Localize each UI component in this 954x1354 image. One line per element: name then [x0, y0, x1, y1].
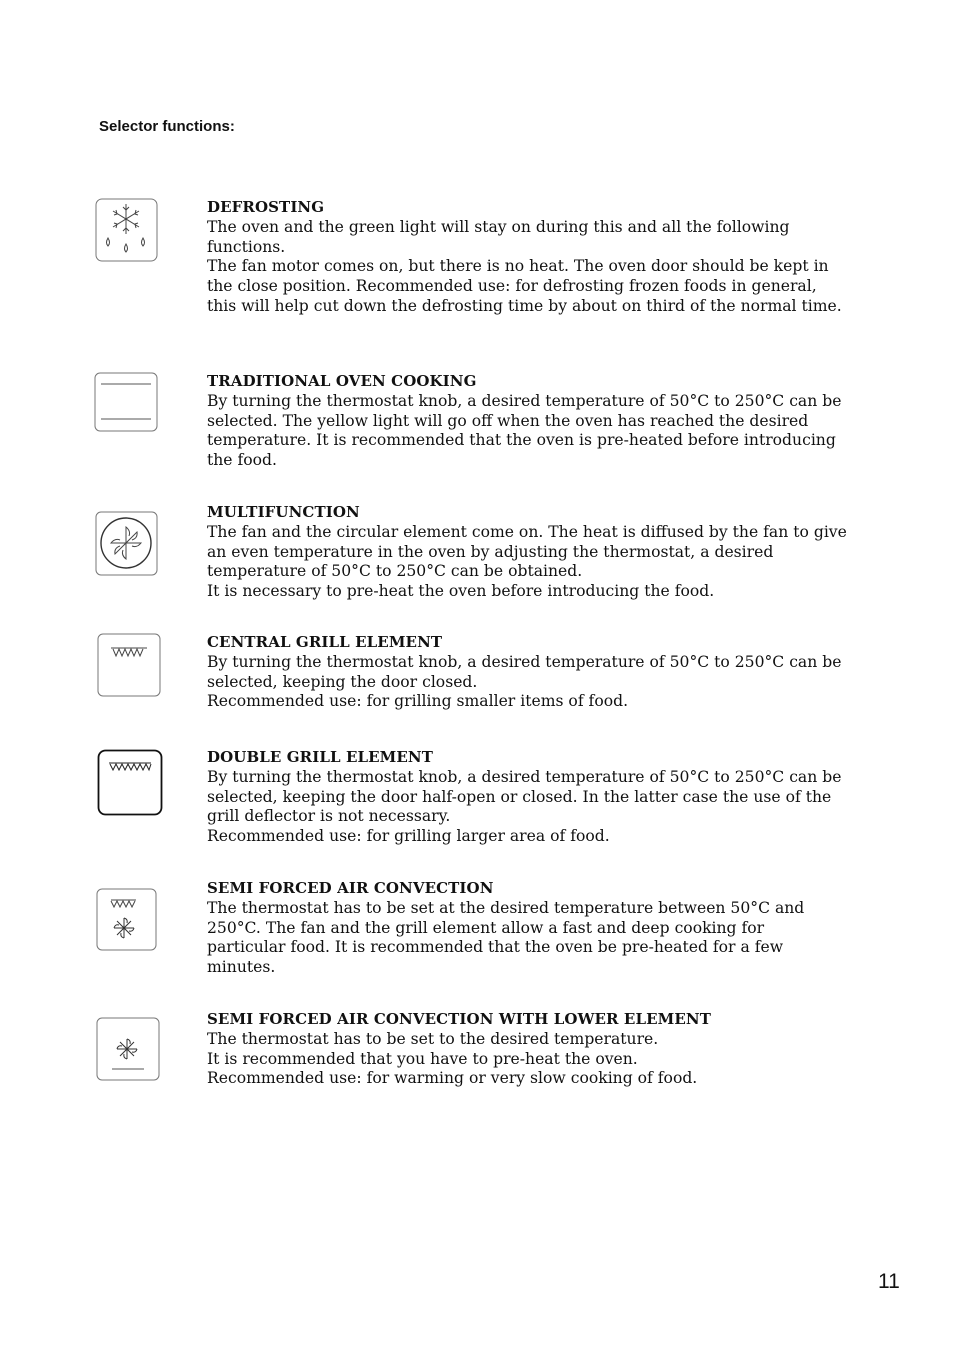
- section-title: MULTIFUNCTION: [207, 503, 360, 521]
- page-number: 11: [878, 1270, 900, 1293]
- section-paragraph: By turning the thermostat knob, a desired temperature of 50°C to 250°C can be selected, keeping the door half-open or closed. In the latter case the use of the grill deflector is not necessary.: [207, 767, 842, 826]
- central-grill-icon: [97, 633, 161, 697]
- section-paragraph: By turning the thermostat knob, a desired temperature of 50°C to 250°C can be selected, keeping the door closed.: [207, 652, 842, 691]
- section-paragraph: It is necessary to pre-heat the oven before introducing the food.: [207, 582, 715, 601]
- semi-forced-convection-icon: [96, 888, 157, 951]
- section-paragraph: The thermostat has to be set at the desired temperature between 50°C and 250°C. The fan and the grill element allow a fast and deep cooking for particular food. It is recommended that the oven be pre-heated for a few minutes.: [207, 898, 805, 977]
- traditional-oven-icon: [94, 372, 158, 432]
- section-paragraph: It is recommended that you have to pre-heat the oven.: [207, 1049, 638, 1068]
- convection-lower-element-icon: [96, 1017, 160, 1081]
- page-heading: Selector functions:: [99, 118, 235, 135]
- section-title: CENTRAL GRILL ELEMENT: [207, 633, 443, 651]
- section-title: DEFROSTING: [207, 198, 325, 216]
- section-paragraph: By turning the thermostat knob, a desired temperature of 50°C to 250°C can be selected. The yellow light will go off when the oven has reached the desired temperature. It is recommended that the oven is pre-heated before introducing the food.: [207, 391, 842, 470]
- section-title: DOUBLE GRILL ELEMENT: [207, 748, 433, 766]
- section-paragraph: The fan and the circular element come on. The heat is diffused by the fan to give an even temperature in the oven by adjusting the thermostat, a desired temperature of 50°C to 250°C can be obtained.: [207, 522, 847, 581]
- section-paragraph: Recommended use: for warming or very slow cooking of food.: [207, 1069, 698, 1088]
- multifunction-fan-icon: [95, 511, 158, 576]
- section-title: SEMI FORCED AIR CONVECTION: [207, 879, 494, 897]
- section-paragraph: The oven and the green light will stay on during this and all the following functions.: [207, 217, 790, 256]
- section-title: SEMI FORCED AIR CONVECTION WITH LOWER ELEMENT: [207, 1010, 711, 1028]
- defrost-snowflake-icon: [95, 198, 158, 262]
- section-paragraph: Recommended use: for grilling smaller items of food.: [207, 692, 629, 711]
- section-title: TRADITIONAL OVEN COOKING: [207, 372, 477, 390]
- section-paragraph: Recommended use: for grilling larger area of food.: [207, 827, 610, 846]
- double-grill-icon: [97, 749, 163, 816]
- section-paragraph: The thermostat has to be set to the desired temperature.: [207, 1029, 659, 1048]
- section-paragraph: The fan motor comes on, but there is no heat. The oven door should be kept in the close position. Recommended use: for defrosting frozen foods in general, this will help cut down the defrosting time by about on third of the normal time.: [207, 257, 842, 315]
